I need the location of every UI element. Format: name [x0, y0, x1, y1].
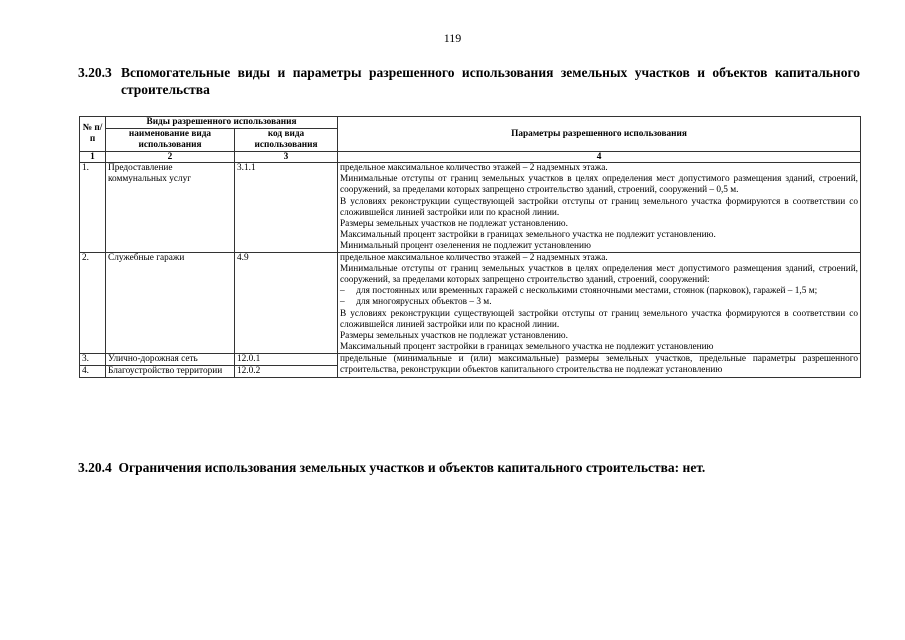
parameter-line: Минимальные отступы от границ земельных участков в целях определения мест допустимого размещения зданий, строений, сооружений, за пределами которых запрещено строительство зданий, строений, сооружений – 0,5 м.	[340, 174, 859, 196]
table-row	[80, 163, 861, 253]
column-numbers-row	[80, 152, 861, 163]
section-number: 3.20.3	[78, 65, 112, 80]
header-group: Виды разрешенного использования	[106, 117, 338, 129]
parameter-line: Максимальный процент застройки в границах земельного участка не подлежит установлению.	[340, 229, 716, 240]
column-number: 2	[106, 152, 235, 163]
use-type-code: 3.1.1	[235, 163, 338, 253]
column-number: 4	[338, 152, 861, 163]
table-row	[80, 353, 861, 365]
row-number: 2.	[80, 253, 106, 354]
use-type-name: Служебные гаражи	[106, 253, 235, 354]
use-parameters	[338, 163, 861, 253]
column-number: 3	[235, 152, 338, 163]
use-type-code: 4.9	[235, 253, 338, 354]
use-type-name: Улично-дорожная сеть	[106, 353, 235, 365]
use-parameters: предельные (минимальные и (или) максимальные) размеры земельных участков, предельные параметры разрешенного строительства, реконструкции объектов капитального строительства не подлежат установлению	[338, 353, 861, 377]
parameter-line: Минимальные отступы от границ земельных участков в целях определения мест допустимого размещения зданий, строений, сооружений, за пределами которых запрещено строительство зданий, строений, сооружений:	[340, 264, 859, 286]
section-number: 3.20.4	[78, 460, 112, 475]
section-title: Ограничения использования земельных участков и объектов капитального строительства: нет.	[118, 460, 706, 475]
header-code: код вида использования	[235, 129, 338, 152]
page-number: 119	[443, 31, 462, 45]
parameter-line: Размеры земельных участков не подлежат установлению.	[340, 218, 568, 229]
use-type-code: 12.0.2	[235, 365, 338, 377]
use-type-name: Предоставление коммунальных услуг	[106, 163, 235, 253]
row-number: 1.	[80, 163, 106, 253]
permitted-use-parameters-table	[79, 116, 861, 378]
row-number: 3.	[80, 353, 106, 365]
header-name: наименование вида использования	[106, 129, 235, 152]
section-title: Вспомогательные виды и параметры разрешенного использования земельных участков и объектов капитального строительства	[121, 65, 860, 97]
use-type-name: Благоустройство территории	[106, 365, 235, 377]
dash-list-item: – для многоярусных объектов – 3 м.	[340, 297, 492, 308]
use-parameters	[338, 253, 861, 354]
header-params: Параметры разрешенного использования	[338, 117, 861, 152]
parameter-line: Максимальный процент застройки в границах земельного участка не подлежит установлению	[340, 341, 714, 352]
parameter-line: Размеры земельных участков не подлежат установлению.	[340, 330, 568, 341]
table-row	[80, 253, 861, 354]
section-heading-3-20-4	[78, 459, 860, 476]
parameter-line: В условиях реконструкции существующей застройки отступы от границ земельного участка формируются в соответствии со сложившейся линией застройки или по красной линии.	[340, 308, 859, 330]
section-heading-3-20-3	[78, 64, 860, 98]
row-number: 4.	[80, 365, 106, 377]
header-number: № п/п	[80, 117, 106, 152]
parameter-line: предельное максимальное количество этажей – 2 надземных этажа.	[340, 163, 608, 174]
dash-list-item: – для постоянных или временных гаражей с несколькими стояночными местами, стоянок (парковок), гаражей – 1,5 м;	[340, 286, 818, 297]
column-number: 1	[80, 152, 106, 163]
parameter-line: предельное максимальное количество этажей – 2 надземных этажа.	[340, 253, 608, 264]
use-type-code: 12.0.1	[235, 353, 338, 365]
parameter-line: В условиях реконструкции существующей застройки отступы от границ земельного участка формируются в соответствии со сложившейся линией застройки или по красной линии.	[340, 196, 859, 218]
parameter-line: Минимальный процент озеленения не подлежит установлению	[340, 240, 591, 251]
